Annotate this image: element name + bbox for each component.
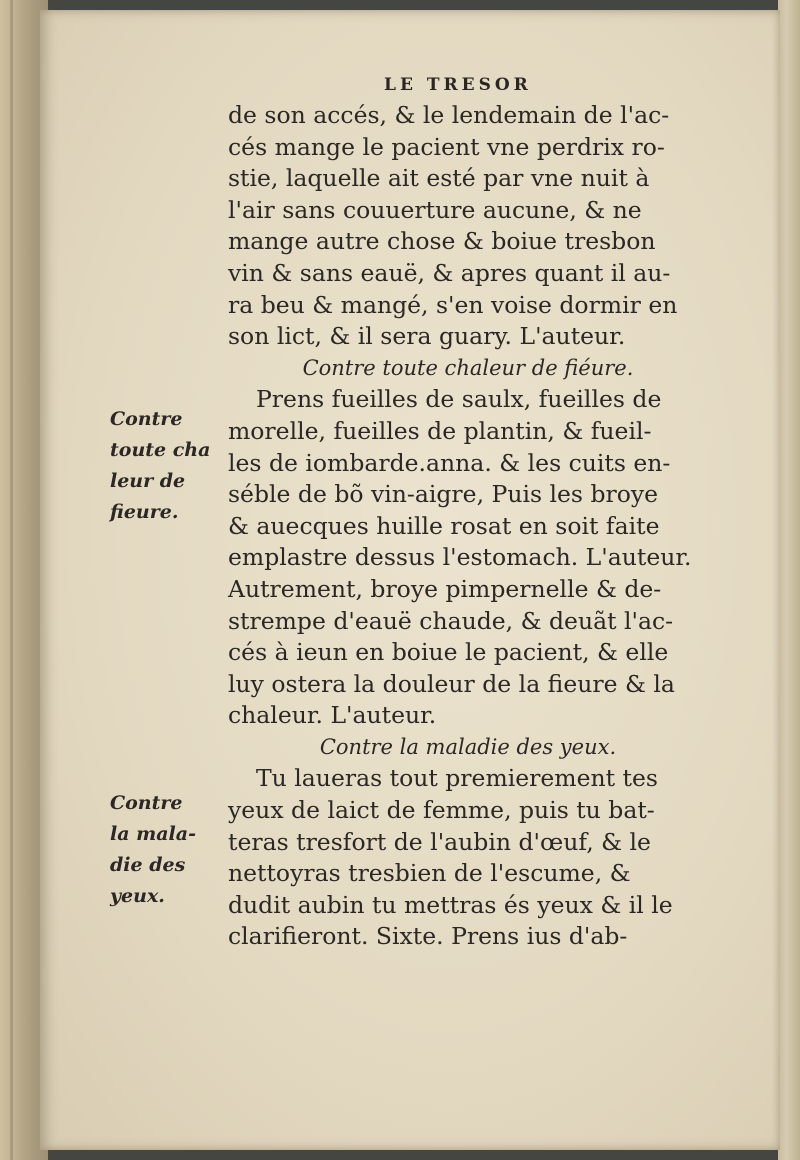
text-line: Prens fueilles de saulx, fueilles de: [256, 385, 662, 414]
text-line: & auecques huille rosat en soit faite: [228, 511, 660, 540]
right-page-edge: [778, 0, 800, 1160]
text-line: morelle, fueilles de plantin, & fueil-: [228, 416, 652, 445]
text-line: vin & sans eauë, & apres quant il au-: [228, 258, 671, 287]
text-line: Tu laueras tout premierement tes: [256, 764, 658, 793]
text-line: strempe d'eauë chaude, & deuãt l'ac-: [228, 606, 674, 635]
section-heading: Contre toute chaleur de fiéure.: [302, 355, 634, 380]
text-line: cés à ieun en boiue le pacient, & elle: [228, 638, 669, 667]
margin-note-eyes: [110, 788, 210, 912]
margin-note-line: toute cha: [110, 439, 211, 461]
text-line: séble de bõ vin-aigre, Puis les broye: [228, 480, 659, 509]
text-line: emplastre dessus l'estomach. L'auteur.: [228, 543, 692, 572]
text-line: Autrement, broye pimpernelle & de-: [228, 574, 662, 603]
margin-note-line: yeux.: [110, 885, 165, 907]
margin-note-line: la mala-: [110, 823, 196, 845]
margin-note-line: Contre: [110, 408, 183, 430]
margin-note-line: Contre: [110, 792, 183, 814]
margin-note-line: fieure.: [110, 501, 179, 523]
text-line: de son accés, & le lendemain de l'ac-: [228, 101, 670, 129]
text-line: chaleur. L'auteur.: [228, 701, 437, 730]
margin-note-fever: [110, 404, 210, 528]
text-line: les de iombarde.anna. & les cuits en-: [228, 448, 671, 477]
text-line: son lict, & il sera guary. L'auteur.: [228, 322, 626, 351]
text-line: dudit aubin tu mettras és yeux & il le: [228, 890, 673, 919]
text-line: nettoyras tresbien de l'escume, &: [228, 859, 631, 888]
text-line: mange autre chose & boiue tresbon: [228, 227, 656, 256]
text-line: ra beu & mangé, s'en voise dormir en: [228, 290, 678, 319]
margin-note-line: leur de: [110, 470, 186, 492]
text-line: clarifieront. Sixte. Prens ius d'ab-: [228, 922, 628, 951]
running-head: LE TRESOR: [384, 75, 532, 95]
text-line: stie, laquelle ait esté par vne nuit à: [228, 164, 650, 193]
margin-note-line: die des: [110, 854, 186, 876]
body-text: [228, 100, 708, 953]
text-line: teras tresfort de l'aubin d'œuf, & le: [228, 827, 651, 856]
text-line: l'air sans couuerture aucune, & ne: [228, 195, 642, 224]
text-line: cés mange le pacient vne perdrix ro-: [228, 132, 665, 161]
text-line: yeux de laict de femme, puis tu bat-: [228, 796, 655, 825]
text-line: luy ostera la douleur de la fieure & la: [228, 669, 675, 698]
section-heading: Contre la maladie des yeux.: [319, 734, 617, 759]
